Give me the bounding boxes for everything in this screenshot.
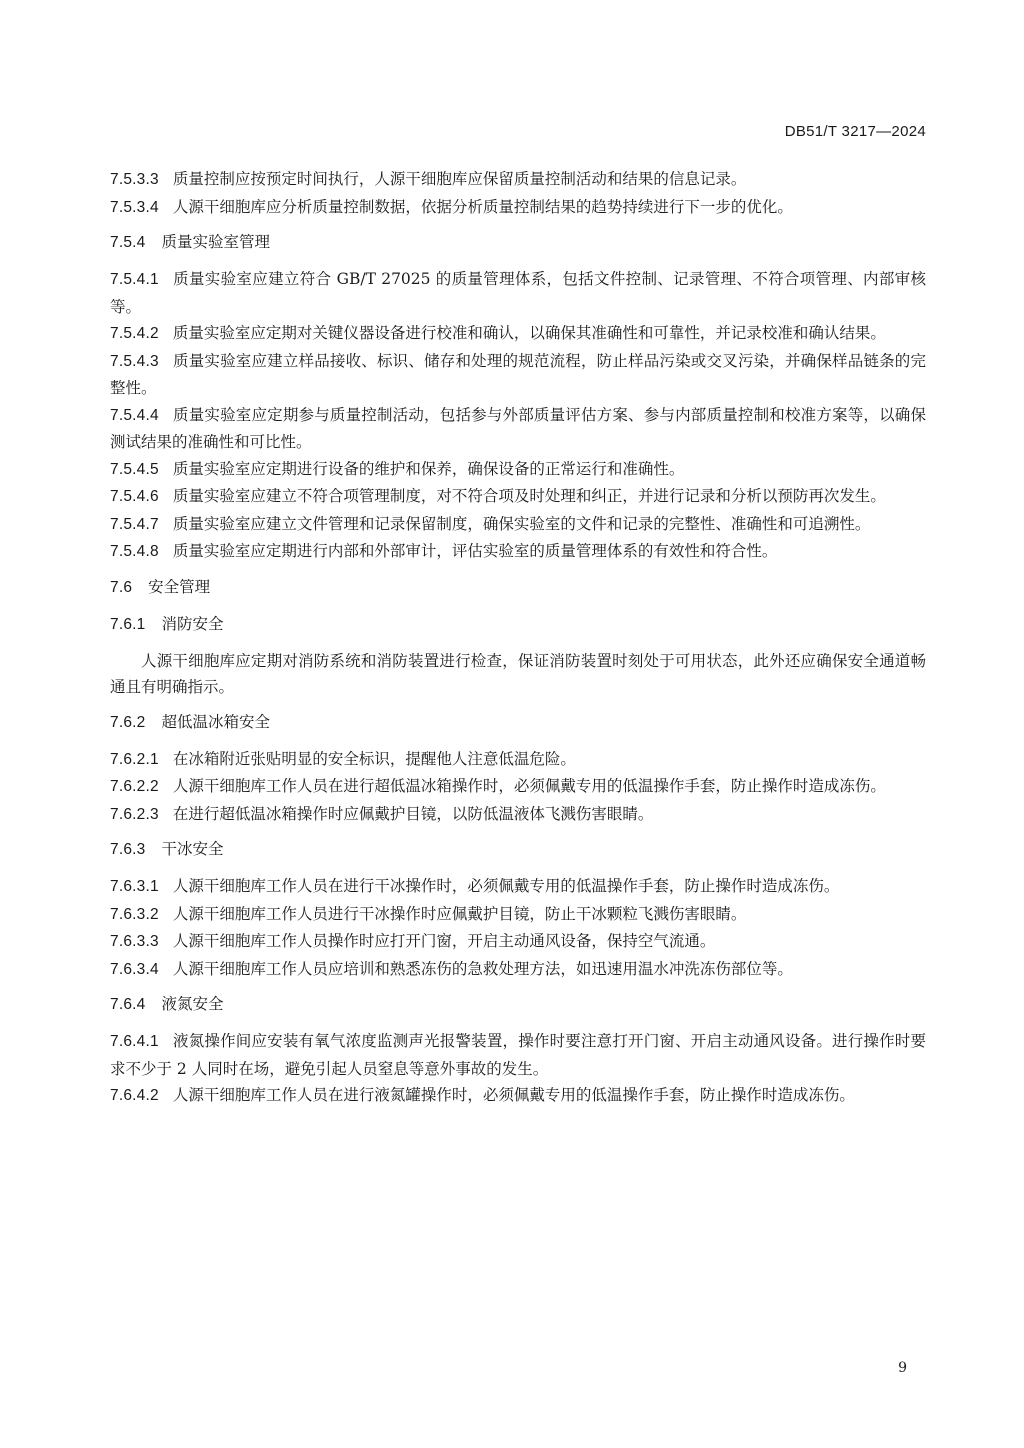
- clause-text: 人源干细胞库工作人员进行干冰操作时应佩戴护目镜，防止干冰颗粒飞溅伤害眼睛。: [172, 904, 747, 923]
- heading-7-6-1: [110, 611, 926, 638]
- heading-number: 7.6.4: [110, 996, 146, 1013]
- heading-number: 7.6.3: [110, 841, 146, 858]
- clause-number: 7.6.3.1: [110, 878, 159, 895]
- clause-number: 7.6.4.1: [110, 1033, 159, 1050]
- clause-text: 质量实验室应定期进行设备的维护和保养，确保设备的正常运行和准确性。: [172, 459, 685, 478]
- clause-7-5-4-7: [110, 511, 926, 539]
- heading-7-6-3: [110, 836, 926, 863]
- clause-number: 7.6.2.1: [110, 750, 159, 768]
- document-code: DB51/T 3217—2024: [784, 123, 926, 140]
- clause-text: 人源干细胞库工作人员在进行液氮罐操作时，必须佩戴专用的低温操作手套，防止操作时造成冻伤。: [172, 1086, 855, 1104]
- clause-text: 人源干细胞库工作人员在进行超低温冰箱操作时，必须佩戴专用的低温操作手套，防止操作时造成冻伤。: [172, 777, 886, 795]
- clause-7-6-2-1: [110, 746, 926, 774]
- clause-text: 人源干细胞库应分析质量控制数据，依据分析质量控制结果的趋势持续进行下一步的优化。: [172, 197, 793, 216]
- clause-number: 7.5.4.1: [110, 271, 159, 288]
- clause-7-6-3-4: [110, 956, 926, 984]
- clause-number: 7.6.2.2: [110, 778, 159, 795]
- clause-number: 7.5.3.4: [110, 198, 159, 216]
- heading-number: 7.6.2: [110, 713, 146, 731]
- clause-text: 在进行超低温冰箱操作时应佩戴护目镜，以防低温液体飞溅伤害眼睛。: [172, 804, 654, 823]
- heading-text: 液氮安全: [161, 995, 224, 1013]
- clause-7-6-3-2: [110, 901, 926, 929]
- clause-text: 质量控制应按预定时间执行，人源干细胞库应保留质量控制活动和结果的信息记录。: [172, 170, 747, 188]
- clause-7-5-4-3: [110, 348, 926, 402]
- clause-number: 7.6.3.4: [110, 960, 159, 978]
- clause-7-6-4-1: [110, 1028, 926, 1082]
- clause-7-6-2-2: [110, 773, 926, 801]
- heading-7-6-4: [110, 991, 926, 1018]
- page-number: 9: [898, 1360, 907, 1376]
- clause-7-5-4-1: [110, 266, 926, 320]
- clause-text: 质量实验室应建立样品接收、标识、储存和处理的规范流程，防止样品污染或交叉污染，并确保样品链条的完整性。: [110, 351, 926, 397]
- clause-7-6-3-3: [110, 928, 926, 956]
- clause-number: 7.5.4.2: [110, 325, 159, 342]
- clause-text: 质量实验室应定期对关键仪器设备进行校准和确认，以确保其准确性和可靠性，并记录校准和确认结果。: [172, 324, 886, 342]
- heading-7-6: [110, 574, 926, 601]
- clause-number: 7.5.4.6: [110, 488, 159, 505]
- heading-number: 7.5.4: [110, 234, 146, 251]
- clause-number: 7.5.4.7: [110, 515, 159, 533]
- clause-number: 7.5.4.4: [110, 406, 159, 424]
- clause-number: 7.6.3.2: [110, 905, 159, 923]
- clause-text: 质量实验室应建立文件管理和记录保留制度，确保实验室的文件和记录的完整性、准确性和可追溯性。: [172, 514, 871, 533]
- clause-7-5-3-4: [110, 194, 926, 222]
- clause-text: 质量实验室应建立不符合项管理制度，对不符合项及时处理和纠正，并进行记录和分析以预防再次发生。: [172, 487, 886, 505]
- clause-7-5-4-5: [110, 456, 926, 484]
- clause-text: 质量实验室应建立符合 GB/T 27025 的质量管理体系，包括文件控制、记录管理、不符合项管理、内部审核等。: [110, 270, 926, 316]
- heading-text: 消防安全: [161, 614, 224, 633]
- clause-number: 7.5.4.8: [110, 543, 159, 560]
- clause-number: 7.6.4.2: [110, 1087, 159, 1104]
- clause-text: 质量实验室应定期进行内部和外部审计，评估实验室的质量管理体系的有效性和符合性。: [172, 542, 778, 560]
- heading-text: 质量实验室管理: [161, 233, 270, 251]
- clause-7-6-3-1: [110, 873, 926, 901]
- clause-7-5-4-8: [110, 538, 926, 566]
- heading-number: 7.6: [110, 578, 133, 596]
- clause-text: 人源干细胞库工作人员操作时应打开门窗，开启主动通风设备，保持空气流通。: [172, 932, 716, 950]
- clause-7-5-4-4: [110, 402, 926, 456]
- clause-7-6-4-2: [110, 1082, 926, 1110]
- clause-text: 质量实验室应定期参与质量控制活动，包括参与外部质量评估方案、参与内部质量控制和校准方案等，以确保测试结果的准确性和可比性。: [110, 405, 926, 451]
- heading-7-6-2: [110, 709, 926, 736]
- clause-number: 7.5.4.5: [110, 460, 159, 478]
- heading-7-5-4: [110, 229, 926, 256]
- clause-text: 人源干细胞库工作人员在进行干冰操作时，必须佩戴专用的低温操作手套，防止操作时造成冻伤。: [172, 877, 840, 895]
- paragraph-fire-safety: 人源干细胞库应定期对消防系统和消防装置进行检查，保证消防装置时刻处于可用状态，此外还应确保安全通道畅通且有明确指示。: [110, 651, 926, 696]
- clause-text: 人源干细胞库工作人员应培训和熟悉冻伤的急救处理方法，如迅速用温水冲洗冻伤部位等。: [172, 959, 793, 978]
- clause-7-5-4-6: [110, 483, 926, 511]
- heading-number: 7.6.1: [110, 615, 146, 633]
- clause-7-5-3-3: [110, 166, 926, 194]
- clause-number: 7.6.3.3: [110, 933, 159, 950]
- clause-7-6-2-3: [110, 801, 926, 829]
- clause-number: 7.6.2.3: [110, 805, 159, 823]
- clause-number: 7.5.3.3: [110, 171, 159, 188]
- clause-text: 在冰箱附近张贴明显的安全标识，提醒他人注意低温危险。: [172, 749, 576, 768]
- heading-text: 超低温冰箱安全: [161, 712, 270, 731]
- document-body: [110, 166, 926, 1110]
- heading-text: 干冰安全: [161, 840, 224, 858]
- clause-number: 7.5.4.3: [110, 352, 159, 370]
- clause-text: 液氮操作间应安装有氧气浓度监测声光报警装置，操作时要注意打开门窗、开启主动通风设备。进行操作时要求不少于 2 人同时在场，避免引起人员窒息等意外事故的发生。: [110, 1032, 926, 1078]
- clause-7-5-4-2: [110, 320, 926, 348]
- heading-text: 安全管理: [148, 577, 211, 596]
